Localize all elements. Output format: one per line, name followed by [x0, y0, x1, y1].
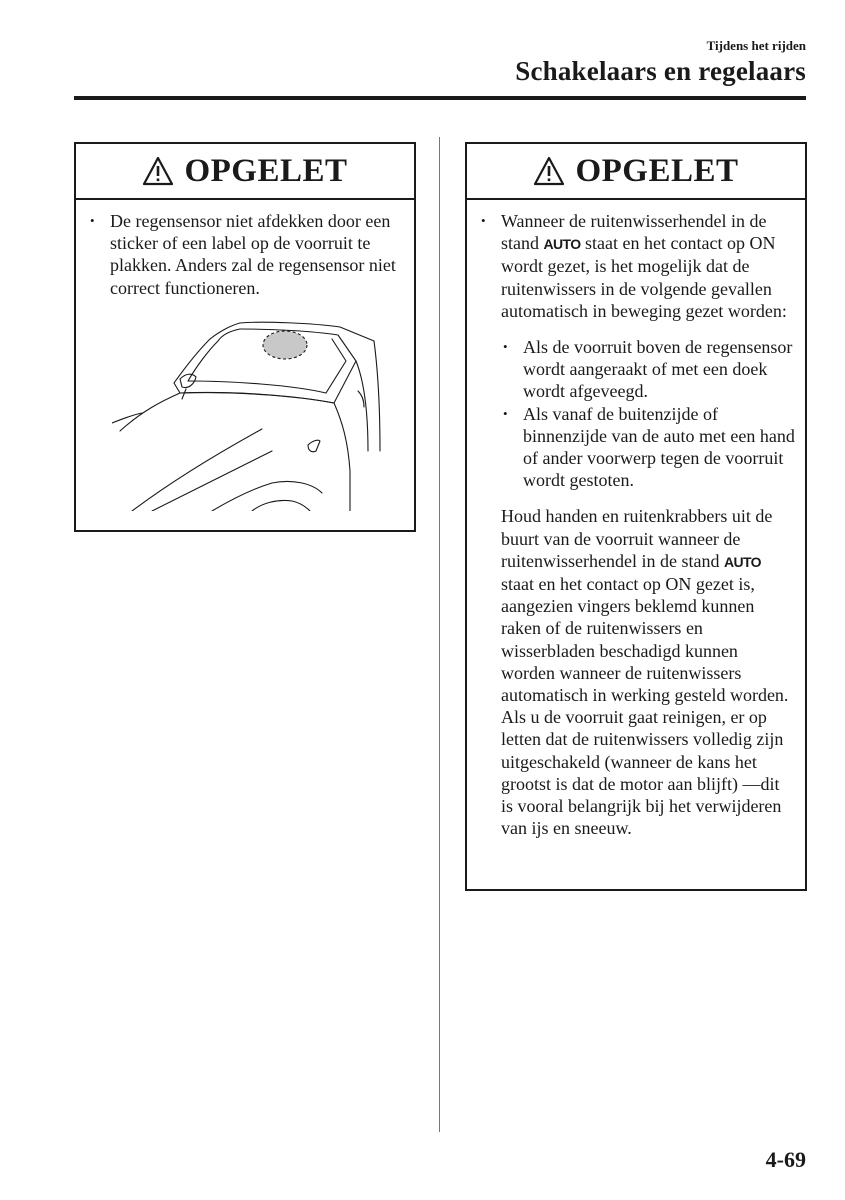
caution-header — [467, 144, 805, 200]
auto-indicator: AUTO — [543, 236, 581, 253]
windshield-rain-sensor-drawing — [112, 311, 382, 511]
bullet: • — [503, 405, 508, 421]
caution-header — [76, 144, 414, 200]
caution-body — [467, 200, 805, 839]
warning-triangle-icon — [142, 156, 174, 186]
sub-list-item-text: Als vanaf de buitenzijde of binnenzijde van de auto met een hand of ander voorwerp tegen de voorruit wordt gestoten. — [523, 403, 795, 491]
text-run: Wanneer de ruitenwisserhendel in de stand — [501, 211, 767, 254]
caution-heading: OPGELET — [184, 152, 348, 189]
text-run: staat en het contact op ON gezet is, aangezien vingers beklemd kunnen raken of de ruitenwissers en wisserbladen beschadigd kunnen worden wanneer de ruitenwissers automatisch in werking gesteld worden. — [501, 574, 789, 706]
list-item — [481, 210, 795, 322]
caution-body — [76, 200, 414, 511]
section-label: Tijdens het rijden — [706, 38, 806, 53]
caution-paragraph: Als u de voorruit gaat reinigen, er op letten dat de ruitenwissers volledig zijn uitgeschakeld (wanneer de kans het grootst is dat de motor aan blijft) —dit is vooral belangrijk bij het verwijderen van ijs en sneeuw. — [501, 707, 784, 839]
list-item — [90, 210, 404, 299]
bullet: • — [503, 339, 508, 355]
caution-heading: OPGELET — [575, 152, 739, 189]
page-title: Schakelaars en regelaars — [515, 56, 806, 86]
list-item-text: De regensensor niet afdekken door een sticker of een label op de voorruit te plakken. Anders zal de regensensor niet correct functioneren. — [110, 211, 396, 298]
caution-paragraph — [481, 505, 795, 706]
sub-list-item — [503, 403, 795, 492]
page-number: 4-69 — [765, 1147, 806, 1172]
caution-box-right — [465, 142, 807, 891]
header-rule — [74, 96, 806, 100]
column-divider — [439, 137, 440, 1132]
auto-indicator: AUTO — [723, 553, 761, 570]
list-item-text — [501, 210, 795, 322]
bullet: • — [481, 213, 486, 228]
bullet: • — [90, 213, 95, 228]
sub-list — [481, 336, 795, 491]
rain-sensor-area — [263, 331, 307, 359]
sub-list-item — [503, 336, 795, 403]
text-run: staat en het contact op ON wordt gezet, is het mogelijk dat de ruitenwissers in de volgende gevallen automatisch in beweging gezet worden: — [501, 233, 787, 321]
warning-triangle-icon — [533, 156, 565, 186]
text-run: Houd handen en ruitenkrabbers uit de buurt van de voorruit wanneer de ruitenwisserhendel in de stand — [501, 506, 773, 571]
caution-box-left — [74, 142, 416, 532]
sub-list-item-text: Als de voorruit boven de regensensor wordt aangeraakt of met een doek wordt afgeveegd. — [523, 337, 793, 402]
